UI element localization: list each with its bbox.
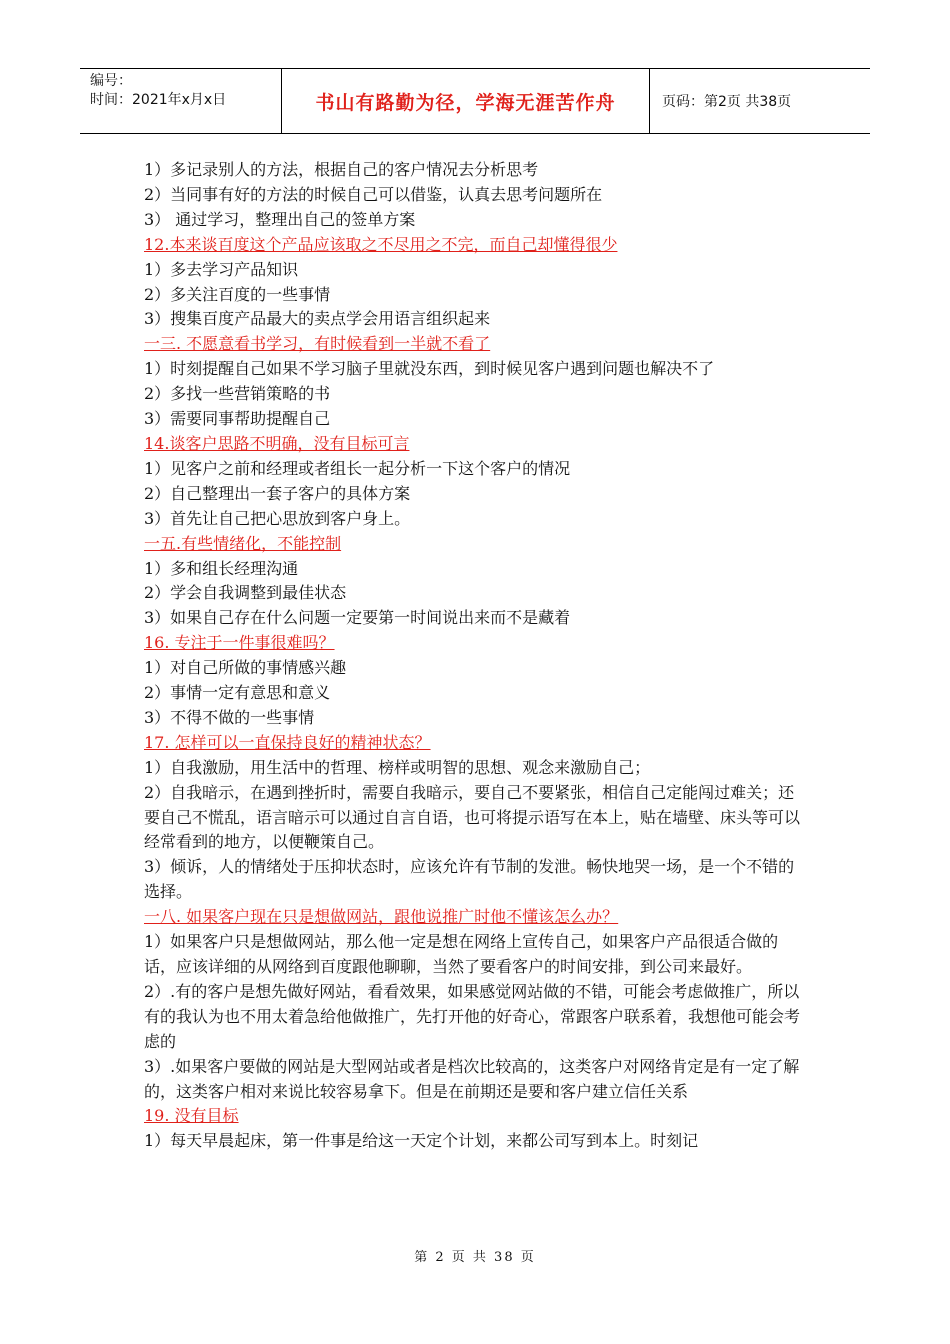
section-heading: 16. 专注于一件事很难吗？	[144, 633, 335, 653]
body-line: 2）多找一些营销策略的书	[144, 384, 331, 404]
section-heading: 一五.有些情绪化，不能控制	[144, 533, 342, 553]
section-heading: 19. 没有目标	[144, 1106, 239, 1126]
section-heading: 一三. 不愿意看书学习，有时候看到一半就不看了	[144, 334, 491, 354]
body-paragraph: 2）.有的客户是想先做好网站，看看效果，如果感觉网站做的不错，可能会考虑做推广，所以有的我认为也不用太着急给他做推广，先打开他的好奇心，常跟客户联系着，我想他可能会考虑的	[144, 981, 801, 1051]
body-line: 2）多关注百度的一些事情	[144, 284, 331, 304]
body-line: 1）多去学习产品知识	[144, 259, 299, 279]
body-line: 3） 通过学习，整理出自己的签单方案	[144, 209, 416, 229]
body-line: 2）事情一定有意思和意义	[144, 683, 331, 703]
body-line: 3）如果自己存在什么问题一定要第一时间说出来而不是藏着	[144, 608, 571, 628]
document-time-label: 时间：2021年x月x日	[90, 92, 227, 108]
page-header	[80, 68, 870, 134]
body-line: 3）不得不做的一些事情	[144, 707, 315, 727]
header-motto: 书山有路勤为径，学海无涯苦作舟	[282, 69, 650, 133]
section-heading: 14.谈客户思路不明确，没有目标可言	[144, 433, 410, 453]
body-line: 3）搜集百度产品最大的卖点学会用语言组织起来	[144, 309, 491, 329]
body-line: 2）自己整理出一套子客户的具体方案	[144, 483, 411, 503]
document-number-label: 编号：	[90, 73, 132, 89]
body-line: 1）多和组长经理沟通	[144, 558, 299, 578]
document-body	[144, 158, 808, 1154]
page-footer: 第 2 页 共 38 页	[414, 1250, 536, 1265]
body-line: 3）需要同事帮助提醒自己	[144, 409, 331, 429]
header-info-cell	[80, 69, 282, 133]
body-paragraph: 1）如果客户只是想做网站，那么他一定是想在网络上宣传自己，如果客户产品很适合做的话，应该详细的从网络到百度跟他聊聊，当然了要看客户的时间安排，到公司来最好。	[144, 932, 779, 976]
body-line: 1）自我激励，用生活中的哲理、榜样或明智的思想、观念来激励自己；	[144, 757, 651, 777]
section-heading: 17. 怎样可以一直保持良好的精神状态？	[144, 732, 431, 752]
body-line: 1）每天早晨起床，第一件事是给这一天定个计划，来都公司写到本上。时刻记	[144, 1131, 699, 1151]
body-paragraph: 3）倾诉，人的情绪处于压抑状态时，应该允许有节制的发泄。畅快地哭一场，是一个不错的选择。	[144, 857, 795, 902]
body-paragraph: 2）自我暗示，在遇到挫折时，需要自我暗示，要自己不要紧张，相信自己定能闯过难关；还要自己不慌乱，语言暗示可以通过自言自语，也可将提示语写在本上，贴在墙壁、床头等可以经常看到的地方，以便鞭策自己。	[144, 782, 801, 852]
header-page-label: 页码：第2页 共38页	[662, 94, 792, 110]
body-line: 1）见客户之前和经理或者组长一起分析一下这个客户的情况	[144, 458, 571, 478]
section-heading: 12.本来谈百度这个产品应该取之不尽用之不完，而自己却懂得很少	[144, 234, 618, 254]
body-line: 1）对自己所做的事情感兴趣	[144, 658, 347, 678]
body-line: 1）多记录别人的方法，根据自己的客户情况去分析思考	[144, 160, 539, 179]
body-paragraph: 3）.如果客户要做的网站是大型网站或者是档次比较高的，这类客户对网络肯定是有一定了解的，这类客户相对来说比较容易拿下。但是在前期还是要和客户建立信任关系	[144, 1056, 800, 1101]
body-line: 3）首先让自己把心思放到客户身上。	[144, 508, 411, 528]
body-line: 2）学会自我调整到最佳状态	[144, 583, 347, 603]
body-line: 2）当同事有好的方法的时候自己可以借鉴，认真去思考问题所在	[144, 184, 603, 204]
section-heading: 一八. 如果客户现在只是想做网站，跟他说推广时他不懂该怎么办？	[144, 907, 619, 927]
body-paragraph: 1）时刻提醒自己如果不学习脑子里就没东西，到时候见客户遇到问题也解决不了	[144, 359, 715, 379]
